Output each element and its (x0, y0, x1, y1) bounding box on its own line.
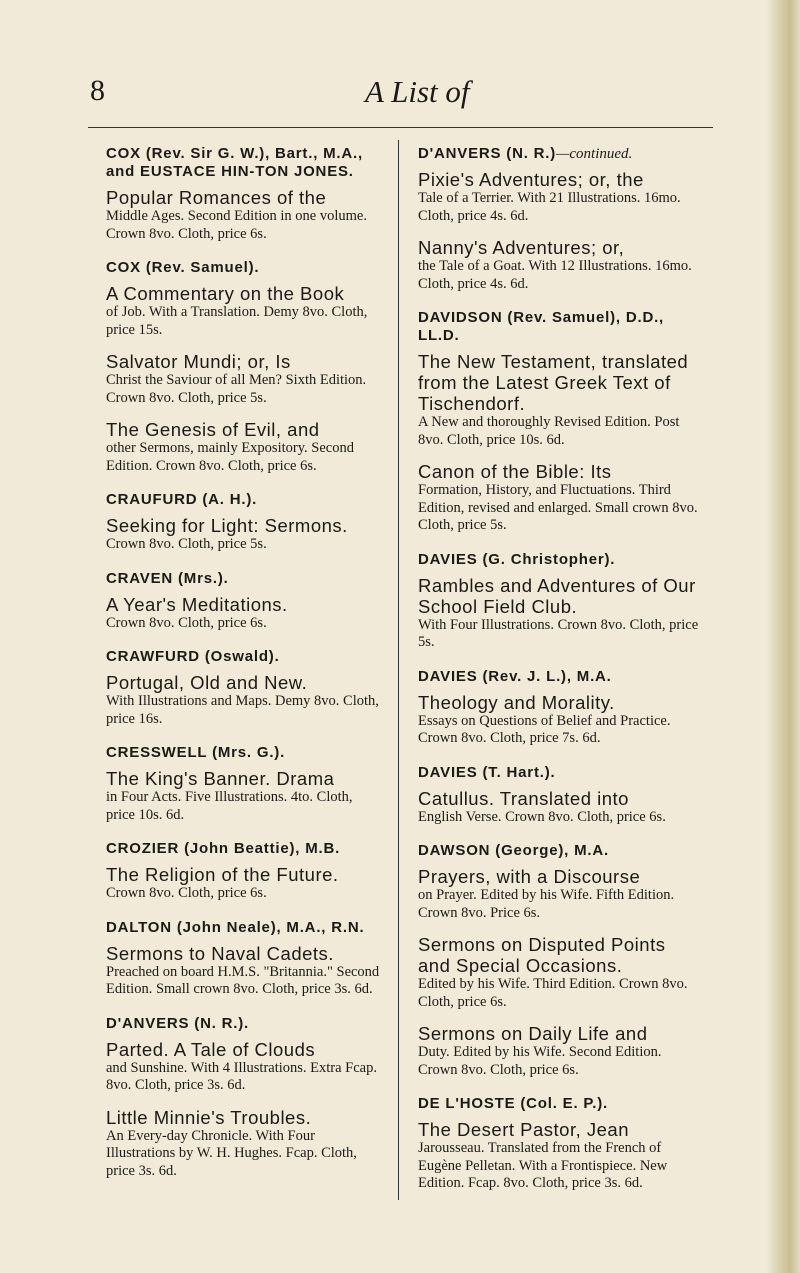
book-listing (418, 461, 703, 535)
book-description: An Every-day Chronicle. With Four Illustrations by W. H. Hughes. Fcap. Cloth, price 3s. 6d. (106, 1127, 357, 1179)
catalogue-entry (106, 570, 383, 633)
author-heading (418, 842, 703, 860)
author-name: D'ANVERS (N. R.). (106, 1014, 250, 1032)
author-heading (106, 570, 383, 588)
author-heading (106, 259, 383, 277)
catalogue-entry (106, 259, 383, 475)
catalogue-entry (418, 764, 703, 827)
book-listing (418, 1119, 703, 1193)
book-title: Rambles and Adventures of Our School Field Club. (418, 574, 696, 617)
catalogue-entry (106, 744, 383, 824)
author-heading (418, 1095, 703, 1113)
book-listing (106, 768, 383, 824)
catalogue-entry (418, 842, 703, 1079)
author-name: CRESSWELL (Mrs. G.). (106, 744, 286, 761)
book-listing (418, 934, 703, 1011)
book-title: Sermons on Daily Life and (418, 1023, 648, 1044)
book-description: the Tale of a Goat. With 12 Illustrations. 16mo. Cloth, price 4s. 6d. (418, 258, 692, 292)
right-column (418, 145, 703, 1209)
catalogue-entry (106, 1015, 383, 1181)
author-heading (106, 840, 383, 858)
book-listing (106, 419, 383, 475)
book-description: With Illustrations and Maps. Demy 8vo. Cloth, price 16s. (106, 693, 379, 727)
book-listing (106, 943, 383, 999)
book-description: Crown 8vo. Cloth, price 5s. (106, 536, 267, 552)
book-title: Theology and Morality. (418, 691, 615, 713)
book-listing (106, 283, 383, 339)
book-title: Popular Romances of the (106, 187, 327, 208)
author-name: DAVIES (T. Hart.). (418, 763, 556, 781)
author-name: DAVIES (Rev. J. L.), M.A. (418, 667, 612, 685)
book-description: A New and thoroughly Revised Edition. Post 8vo. Cloth, price 10s. 6d. (418, 414, 680, 448)
author-heading (418, 551, 703, 569)
catalogue-entry (106, 491, 383, 554)
page-header (82, 74, 732, 118)
author-name: D'ANVERS (N. R.) (418, 145, 557, 162)
book-listing (106, 1039, 383, 1095)
author-heading (106, 1015, 383, 1033)
book-description: and Sunshine. With 4 Illustrations. Extra Fcap. 8vo. Cloth, price 3s. 6d. (106, 1059, 377, 1093)
book-title: Nanny's Adventures; or, (418, 237, 625, 258)
author-heading (418, 764, 703, 782)
catalogue-entry (418, 1095, 703, 1193)
book-description: Crown 8vo. Cloth, price 6s. (106, 885, 267, 901)
book-listing (418, 866, 703, 922)
column-divider (398, 140, 399, 1200)
book-description: Middle Ages. Second Edition in one volume. Crown 8vo. Cloth, price 6s. (106, 208, 367, 242)
book-title: Seeking for Light: Sermons. (106, 515, 348, 536)
book-description: Christ the Saviour of all Men? Sixth Edition. Crown 8vo. Cloth, price 5s. (106, 372, 367, 406)
book-title: Salvator Mundi; or, Is (106, 351, 291, 372)
book-listing (418, 169, 703, 225)
author-name: DALTON (John Neale), M.A., R.N. (106, 918, 365, 936)
page-number: 8 (90, 74, 105, 107)
catalogue-entry (418, 145, 703, 293)
left-column (106, 145, 383, 1196)
book-title: Portugal, Old and New. (106, 672, 308, 693)
author-name: COX (Rev. Samuel). (106, 259, 260, 276)
author-heading (418, 145, 703, 163)
book-title: The King's Banner. Drama (106, 768, 335, 789)
running-title: A List of (365, 74, 470, 109)
book-listing (418, 237, 703, 293)
author-heading (106, 145, 383, 181)
book-description: With Four Illustrations. Crown 8vo. Cloth, price 5s. (418, 616, 699, 650)
book-description: Edited by his Wife. Third Edition. Crown 8vo. Cloth, price 6s. (418, 976, 688, 1010)
book-title: Sermons on Disputed Points and Special Occasions. (418, 934, 666, 976)
catalogue-entry (106, 648, 383, 728)
continued-note: —continued. (556, 146, 633, 162)
page-edge-shadow (766, 0, 800, 1273)
author-name: CRAUFURD (A. H.). (106, 491, 258, 508)
book-listing (418, 692, 703, 748)
book-title: Catullus. Translated into (418, 787, 629, 809)
book-title: Pixie's Adventures; or, the (418, 169, 644, 190)
author-name: CROZIER (John Beattie), M.B. (106, 840, 341, 857)
author-name: DE L'HOSTE (Col. E. P.). (418, 1095, 609, 1112)
book-description: of Job. With a Translation. Demy 8vo. Cloth, price 15s. (106, 304, 368, 338)
author-name: DAVIES (G. Christopher). (418, 550, 616, 568)
author-heading (106, 919, 383, 937)
book-description: in Four Acts. Five Illustrations. 4to. Cloth, price 10s. 6d. (106, 789, 353, 823)
book-description: on Prayer. Edited by his Wife. Fifth Edition. Crown 8vo. Price 6s. (418, 887, 675, 921)
book-listing (418, 1023, 703, 1079)
book-listing (418, 351, 703, 449)
author-heading (418, 668, 703, 686)
author-name: DAVIDSON (Rev. Samuel), D.D., LL.D. (418, 309, 665, 344)
book-listing (106, 187, 383, 243)
book-title: A Year's Meditations. (106, 593, 288, 615)
book-title: The Desert Pastor, Jean (418, 1119, 629, 1140)
book-listing (418, 788, 703, 827)
author-name: COX (Rev. Sir G. W.), Bart., M.A., and EUSTACE HIN-TON JONES. (106, 145, 363, 180)
book-title: Little Minnie's Troubles. (106, 1106, 312, 1128)
book-listing (106, 864, 383, 903)
book-description: Essays on Questions of Belief and Practice. Crown 8vo. Cloth, price 7s. 6d. (418, 712, 671, 746)
author-heading (106, 491, 383, 509)
author-name: CRAWFURD (Oswald). (106, 648, 280, 665)
book-title: Prayers, with a Discourse (418, 866, 641, 887)
catalogue-entry (106, 145, 383, 243)
book-title: Sermons to Naval Cadets. (106, 942, 334, 964)
book-description: Formation, History, and Fluctuations. Third Edition, revised and enlarged. Small crown 8vo. Cloth, price 5s. (418, 482, 698, 533)
book-title: The Genesis of Evil, and (106, 419, 320, 440)
author-name: DAWSON (George), M.A. (418, 842, 609, 859)
author-heading (418, 309, 703, 345)
book-title: Parted. A Tale of Clouds (106, 1038, 316, 1060)
header-rule (88, 127, 713, 128)
book-description: Duty. Edited by his Wife. Second Edition. Crown 8vo. Cloth, price 6s. (418, 1044, 662, 1078)
catalogue-entry (418, 309, 703, 535)
book-description: other Sermons, mainly Expository. Second Edition. Crown 8vo. Cloth, price 6s. (106, 440, 354, 474)
book-title: The Religion of the Future. (106, 864, 339, 885)
book-description: Jarousseau. Translated from the French of Eugène Pelletan. With a Frontispiece. New Edition. Fcap. 8vo. Cloth, price 3s. 6d. (418, 1140, 668, 1191)
book-description: English Verse. Crown 8vo. Cloth, price 6s. (418, 808, 666, 825)
book-listing (106, 515, 383, 554)
catalogue-entry (106, 840, 383, 903)
book-title: A Commentary on the Book (106, 283, 345, 304)
book-description: Tale of a Terrier. With 21 Illustrations. 16mo. Cloth, price 4s. 6d. (418, 190, 681, 224)
author-heading (106, 648, 383, 666)
catalogue-entry (418, 551, 703, 652)
book-title: Canon of the Bible: Its (418, 461, 612, 482)
catalogue-entry (418, 668, 703, 748)
book-listing (106, 594, 383, 633)
catalogue-entry (106, 919, 383, 999)
author-heading (106, 744, 383, 762)
book-description: Crown 8vo. Cloth, price 6s. (106, 614, 267, 631)
author-name: CRAVEN (Mrs.). (106, 569, 229, 587)
book-description: Preached on board H.M.S. "Britannia." Second Edition. Small crown 8vo. Cloth, price 3s. 6d. (106, 963, 380, 997)
book-listing (418, 575, 703, 652)
book-listing (106, 1107, 383, 1181)
book-listing (106, 672, 383, 728)
book-title: The New Testament, translated from the Latest Greek Text of Tischendorf. (418, 351, 689, 414)
book-listing (106, 351, 383, 407)
